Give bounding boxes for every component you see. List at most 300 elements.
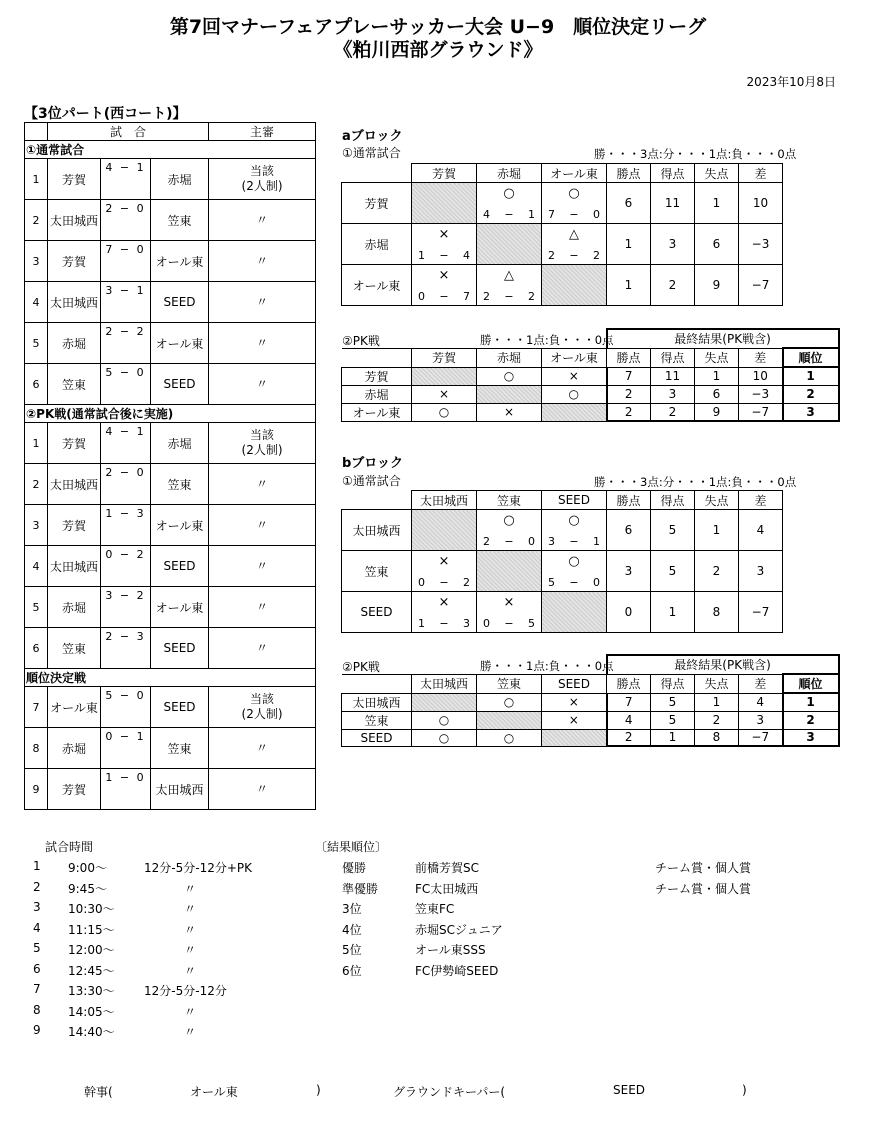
result-team: 前橋芳賀SC xyxy=(415,861,479,875)
stat-value: 1 xyxy=(695,510,739,551)
score-left: 1 xyxy=(418,249,425,262)
home-team: 太田城西 xyxy=(48,464,101,505)
block-a-pk-points: 勝・・・1点:負・・・0点 xyxy=(480,333,614,347)
row-team: 芳賀 xyxy=(342,183,412,224)
groundkeeper-value: SEED xyxy=(613,1083,646,1097)
col-stat: 得点 xyxy=(651,164,695,183)
home-team: 芳賀 xyxy=(48,423,101,464)
pk-row xyxy=(342,729,839,746)
match-number: 5 xyxy=(25,323,48,364)
score-right: 5 xyxy=(528,617,535,630)
pk-row xyxy=(342,367,839,385)
pk-result: ○ xyxy=(412,403,477,421)
final-result-header: 最終結果(PK戦含) xyxy=(607,329,839,348)
schedule-row xyxy=(25,769,316,810)
result-cell: × 1 − 3 xyxy=(412,592,477,633)
block-a-pk-table xyxy=(341,328,840,422)
stat-value: 5 xyxy=(651,510,695,551)
home-team: 芳賀 xyxy=(48,241,101,282)
result-mark: × xyxy=(438,554,450,569)
match-number: 2 xyxy=(25,464,48,505)
schedule-row xyxy=(25,200,316,241)
schedule-row xyxy=(25,323,316,364)
col-stat: 失点 xyxy=(695,164,739,183)
col-stat: 得点 xyxy=(651,491,695,510)
score-right: 2 xyxy=(593,249,600,262)
away-team: 赤堀 xyxy=(151,159,209,200)
result-award: チーム賞・個人賞 xyxy=(655,881,752,896)
stat-value: 6 xyxy=(607,183,651,224)
stat-value: −7 xyxy=(739,592,783,633)
col-stat: 勝点 xyxy=(607,491,651,510)
pk-result: × xyxy=(542,693,607,711)
time-number: 8 xyxy=(33,1002,41,1017)
match-number: 8 xyxy=(25,728,48,769)
result-mark: × xyxy=(503,595,515,610)
block-b-title: bブロック xyxy=(342,456,404,471)
stat-value: 3 xyxy=(651,224,695,265)
result-team: FC伊勢崎SEED xyxy=(415,963,499,978)
result-rank: 5位 xyxy=(342,943,362,957)
pk-result: ○ xyxy=(542,385,607,403)
final-stat: 5 xyxy=(651,711,695,729)
pk-result: ○ xyxy=(477,693,542,711)
score-left: 4 xyxy=(483,208,490,221)
score-right: 3 xyxy=(463,617,470,630)
schedule-row xyxy=(25,687,316,728)
away-team: 笠東 xyxy=(151,200,209,241)
final-stat: 8 xyxy=(695,729,739,746)
final-stat: 11 xyxy=(651,367,695,385)
col-team: 太田城西 xyxy=(412,674,477,693)
schedule-section: ②PK戦(通常試合後に実施) xyxy=(25,405,316,423)
col-stat: 失点 xyxy=(695,348,739,367)
score-left: 7 xyxy=(548,208,555,221)
time-format: 〃 xyxy=(184,1025,197,1039)
result-mark: ○ xyxy=(568,513,580,528)
match-score: 3 − 1 xyxy=(101,282,151,323)
final-stat: −3 xyxy=(739,385,783,403)
match-number: 6 xyxy=(25,628,48,669)
away-team: オール東 xyxy=(151,323,209,364)
home-team: 芳賀 xyxy=(48,159,101,200)
col-team: 芳賀 xyxy=(412,164,477,183)
stat-value: 6 xyxy=(607,510,651,551)
away-team: オール東 xyxy=(151,505,209,546)
referee: 〃 xyxy=(209,200,316,241)
away-team: オール東 xyxy=(151,587,209,628)
result-mark: ○ xyxy=(568,554,580,569)
pk-row xyxy=(342,693,839,711)
score-right: 0 xyxy=(528,535,535,548)
self-cell xyxy=(412,367,477,385)
result-mark: ○ xyxy=(503,186,515,201)
stat-value: 3 xyxy=(607,551,651,592)
schedule-row xyxy=(25,364,316,405)
home-team: 芳賀 xyxy=(48,769,101,810)
result-cell: △ 2 − 2 xyxy=(477,265,542,306)
result-cell: △ 2 − 2 xyxy=(542,224,607,265)
match-number: 7 xyxy=(25,687,48,728)
time-number: 6 xyxy=(33,961,41,976)
col-team: 太田城西 xyxy=(412,491,477,510)
time-number: 2 xyxy=(33,879,41,894)
result-rank: 優勝 xyxy=(342,861,367,875)
final-stat: −7 xyxy=(739,403,783,421)
referee: 〃 xyxy=(209,769,316,810)
col-stat: 差 xyxy=(739,491,783,510)
away-team: オール東 xyxy=(151,241,209,282)
score-left: 2 xyxy=(483,535,490,548)
score-left: 0 xyxy=(418,290,425,303)
stat-value: 4 xyxy=(739,510,783,551)
col-stat: 得点 xyxy=(651,674,695,693)
score-right: 4 xyxy=(463,249,470,262)
col-stat: 差 xyxy=(739,674,783,693)
time-format: 〃 xyxy=(184,1004,197,1019)
block-a-sub2: ②PK戦 xyxy=(342,334,380,348)
time-start: 9:45〜 xyxy=(68,881,107,896)
match-number: 5 xyxy=(25,587,48,628)
time-format: 〃 xyxy=(184,963,197,978)
organizer-label: 幹事( xyxy=(84,1085,113,1099)
away-team: SEED xyxy=(151,282,209,323)
referee: 〃 xyxy=(209,587,316,628)
league-row xyxy=(342,551,783,592)
final-stat: 4 xyxy=(739,693,783,711)
col-team: 赤堀 xyxy=(477,164,542,183)
league-row xyxy=(342,183,783,224)
row-team: オール東 xyxy=(342,265,412,306)
self-cell xyxy=(477,385,542,403)
block-a-title: aブロック xyxy=(342,129,403,144)
result-cell: × 0 − 2 xyxy=(412,551,477,592)
time-number: 3 xyxy=(33,900,41,914)
match-score: 0 − 1 xyxy=(101,728,151,769)
self-cell xyxy=(542,729,607,746)
away-team: SEED xyxy=(151,364,209,405)
referee: 〃 xyxy=(209,728,316,769)
score-right: 7 xyxy=(463,290,470,303)
match-score: 4 − 1 xyxy=(101,159,151,200)
home-team: 太田城西 xyxy=(48,200,101,241)
time-start: 14:40〜 xyxy=(68,1025,115,1039)
row-team: 太田城西 xyxy=(342,693,412,711)
match-score: 5 − 0 xyxy=(101,687,151,728)
home-team: 赤堀 xyxy=(48,728,101,769)
home-team: 太田城西 xyxy=(48,282,101,323)
home-team: 笠東 xyxy=(48,364,101,405)
result-mark: △ xyxy=(569,227,579,242)
schedule-row xyxy=(25,423,316,464)
result-award: チーム賞・個人賞 xyxy=(655,861,752,875)
score-right: 0 xyxy=(593,576,600,589)
score-right: 2 xyxy=(463,576,470,589)
result-mark: ○ xyxy=(503,513,515,528)
organizer-value: オール東 xyxy=(190,1085,238,1099)
col-team: オール東 xyxy=(542,164,607,183)
stat-value: 2 xyxy=(651,265,695,306)
final-stat: 2 xyxy=(607,729,651,746)
score-left: 5 xyxy=(548,576,555,589)
final-stat: 7 xyxy=(607,367,651,385)
time-number: 5 xyxy=(33,941,41,955)
stat-value: 9 xyxy=(695,265,739,306)
final-stat: 4 xyxy=(607,711,651,729)
schedule-row xyxy=(25,241,316,282)
result-mark: △ xyxy=(504,268,514,283)
time-number: 4 xyxy=(33,920,41,935)
match-number: 3 xyxy=(25,505,48,546)
time-format: 12分-5分-12分+PK xyxy=(144,861,252,875)
score-right: 1 xyxy=(593,535,600,548)
result-mark: × xyxy=(438,227,450,242)
stat-value: 1 xyxy=(695,183,739,224)
time-number: 7 xyxy=(33,982,41,996)
stat-value: 3 xyxy=(739,551,783,592)
stat-value: 11 xyxy=(651,183,695,224)
referee: 当該 (2人制) xyxy=(209,687,316,728)
time-start: 9:00〜 xyxy=(68,861,107,875)
time-format: 12分-5分-12分 xyxy=(144,984,227,998)
stat-value: 1 xyxy=(651,592,695,633)
stat-value: 1 xyxy=(607,265,651,306)
self-cell xyxy=(542,592,607,633)
league-row xyxy=(342,265,783,306)
stat-value: 2 xyxy=(695,551,739,592)
match-score: 5 − 0 xyxy=(101,364,151,405)
time-format: 〃 xyxy=(184,881,197,896)
match-score: 2 − 3 xyxy=(101,628,151,669)
schedule-section: ①通常試合 xyxy=(25,141,316,159)
match-score: 3 − 2 xyxy=(101,587,151,628)
date: 2023年10月8日 xyxy=(746,75,836,89)
home-team: オール東 xyxy=(48,687,101,728)
final-stat: 2 xyxy=(607,403,651,421)
col-rank: 順位 xyxy=(783,674,839,693)
schedule-table xyxy=(24,122,316,810)
match-score: 4 − 1 xyxy=(101,423,151,464)
row-team: 赤堀 xyxy=(342,224,412,265)
result-team: FC太田城西 xyxy=(415,881,479,896)
match-number: 1 xyxy=(25,423,48,464)
result-team: 笠東FC xyxy=(415,902,455,916)
page-subtitle: 《粕川西部グラウンド》 xyxy=(333,39,543,61)
time-format: 〃 xyxy=(184,902,197,916)
home-team: 赤堀 xyxy=(48,587,101,628)
final-stat: 1 xyxy=(651,729,695,746)
col-rank: 順位 xyxy=(783,348,839,367)
stat-value: 0 xyxy=(607,592,651,633)
time-format: 〃 xyxy=(184,943,197,957)
row-team: 笠東 xyxy=(342,551,412,592)
schedule-row xyxy=(25,546,316,587)
row-team: オール東 xyxy=(342,403,412,421)
block-b-sub2: ②PK戦 xyxy=(342,660,380,674)
final-stat: 2 xyxy=(651,403,695,421)
col-team: 赤堀 xyxy=(477,348,542,367)
match-number: 1 xyxy=(25,159,48,200)
home-team: 赤堀 xyxy=(48,323,101,364)
col-team: 笠東 xyxy=(477,491,542,510)
schedule-header-referee: 主審 xyxy=(209,123,316,141)
col-team: SEED xyxy=(542,674,607,693)
match-score: 2 − 0 xyxy=(101,464,151,505)
score-left: 2 xyxy=(548,249,555,262)
referee: 〃 xyxy=(209,464,316,505)
match-score: 1 − 3 xyxy=(101,505,151,546)
stat-value: 6 xyxy=(695,224,739,265)
final-stat: 2 xyxy=(695,711,739,729)
self-cell xyxy=(477,224,542,265)
match-number: 3 xyxy=(25,241,48,282)
final-stat: 5 xyxy=(651,693,695,711)
self-cell xyxy=(477,551,542,592)
result-mark: ○ xyxy=(568,186,580,201)
schedule-row xyxy=(25,628,316,669)
match-score: 0 − 2 xyxy=(101,546,151,587)
result-mark: × xyxy=(438,268,450,283)
col-stat: 差 xyxy=(739,164,783,183)
score-left: 1 xyxy=(418,617,425,630)
col-team: 笠東 xyxy=(477,674,542,693)
referee: 当該 (2人制) xyxy=(209,159,316,200)
rank-value: 1 xyxy=(783,367,839,385)
referee: 〃 xyxy=(209,323,316,364)
row-team: 笠東 xyxy=(342,711,412,729)
self-cell xyxy=(542,265,607,306)
self-cell xyxy=(412,183,477,224)
final-stat: −7 xyxy=(739,729,783,746)
score-left: 3 xyxy=(548,535,555,548)
result-cell: × 0 − 7 xyxy=(412,265,477,306)
col-stat: 勝点 xyxy=(607,164,651,183)
stat-value: −3 xyxy=(739,224,783,265)
row-team: 芳賀 xyxy=(342,367,412,385)
away-team: 赤堀 xyxy=(151,423,209,464)
part-title: 【3位パート(西コート)】 xyxy=(24,106,187,122)
final-stat: 6 xyxy=(695,385,739,403)
pk-result: ○ xyxy=(412,711,477,729)
block-b-sub1: ①通常試合 xyxy=(342,474,401,488)
time-start: 12:45〜 xyxy=(68,963,115,978)
organizer-close: ) xyxy=(316,1083,321,1097)
col-team: 芳賀 xyxy=(412,348,477,367)
col-team: オール東 xyxy=(542,348,607,367)
away-team: SEED xyxy=(151,628,209,669)
result-cell: × 0 − 5 xyxy=(477,592,542,633)
score-left: 0 xyxy=(418,576,425,589)
match-number: 9 xyxy=(25,769,48,810)
pk-result: × xyxy=(542,367,607,385)
home-team: 太田城西 xyxy=(48,546,101,587)
final-stat: 1 xyxy=(695,367,739,385)
home-team: 芳賀 xyxy=(48,505,101,546)
result-team: 赤堀SCジュニア xyxy=(415,922,503,937)
pk-row xyxy=(342,403,839,421)
block-b-league-table xyxy=(341,490,783,633)
away-team: SEED xyxy=(151,687,209,728)
col-stat: 差 xyxy=(739,348,783,367)
stat-value: 8 xyxy=(695,592,739,633)
final-stat: 2 xyxy=(607,385,651,403)
time-start: 14:05〜 xyxy=(68,1004,115,1019)
row-team: 赤堀 xyxy=(342,385,412,403)
match-score: 1 − 0 xyxy=(101,769,151,810)
result-team: オール東SSS xyxy=(415,943,486,957)
match-score: 2 − 0 xyxy=(101,200,151,241)
pk-result: ○ xyxy=(477,367,542,385)
schedule-row xyxy=(25,282,316,323)
row-team: 太田城西 xyxy=(342,510,412,551)
league-row xyxy=(342,592,783,633)
result-cell: ○ 3 − 1 xyxy=(542,510,607,551)
score-right: 1 xyxy=(528,208,535,221)
col-stat: 得点 xyxy=(651,348,695,367)
time-start: 12:00〜 xyxy=(68,943,115,957)
time-number: 1 xyxy=(33,859,41,873)
results-heading: 〔結果順位〕 xyxy=(315,840,388,854)
referee: 当該 (2人制) xyxy=(209,423,316,464)
result-mark: × xyxy=(438,595,450,610)
score-left: 2 xyxy=(483,290,490,303)
away-team: 笠東 xyxy=(151,464,209,505)
stat-value: 10 xyxy=(739,183,783,224)
schedule-header-blank xyxy=(25,123,48,141)
rank-value: 3 xyxy=(783,729,839,746)
away-team: 太田城西 xyxy=(151,769,209,810)
groundkeeper-close: ) xyxy=(742,1083,747,1097)
schedule-row xyxy=(25,464,316,505)
block-a-points: 勝・・・3点:分・・・1点:負・・・0点 xyxy=(594,147,797,161)
pk-row xyxy=(342,385,839,403)
time-format: 〃 xyxy=(184,922,197,937)
col-stat: 勝点 xyxy=(607,674,651,693)
stat-value: −7 xyxy=(739,265,783,306)
schedule-section: 順位決定戦 xyxy=(25,669,316,687)
block-b-pk-table xyxy=(341,654,840,747)
match-number: 2 xyxy=(25,200,48,241)
result-rank: 3位 xyxy=(342,902,362,916)
match-number: 6 xyxy=(25,364,48,405)
referee: 〃 xyxy=(209,505,316,546)
col-stat: 勝点 xyxy=(607,348,651,367)
final-stat: 7 xyxy=(607,693,651,711)
referee: 〃 xyxy=(209,241,316,282)
result-cell: ○ 4 − 1 xyxy=(477,183,542,224)
pk-result: × xyxy=(542,711,607,729)
result-cell: × 1 − 4 xyxy=(412,224,477,265)
result-cell: ○ 2 − 0 xyxy=(477,510,542,551)
final-result-header: 最終結果(PK戦含) xyxy=(607,655,839,674)
final-stat: 3 xyxy=(651,385,695,403)
match-number: 4 xyxy=(25,546,48,587)
rank-value: 2 xyxy=(783,711,839,729)
self-cell xyxy=(477,711,542,729)
row-team: SEED xyxy=(342,592,412,633)
schedule-row xyxy=(25,159,316,200)
match-score: 7 − 0 xyxy=(101,241,151,282)
final-stat: 3 xyxy=(739,711,783,729)
score-right: 0 xyxy=(593,208,600,221)
referee: 〃 xyxy=(209,628,316,669)
match-score: 2 − 2 xyxy=(101,323,151,364)
times-heading: 試合時間 xyxy=(45,840,94,854)
referee: 〃 xyxy=(209,282,316,323)
col-stat: 失点 xyxy=(695,674,739,693)
final-stat: 9 xyxy=(695,403,739,421)
time-start: 10:30〜 xyxy=(68,902,115,916)
